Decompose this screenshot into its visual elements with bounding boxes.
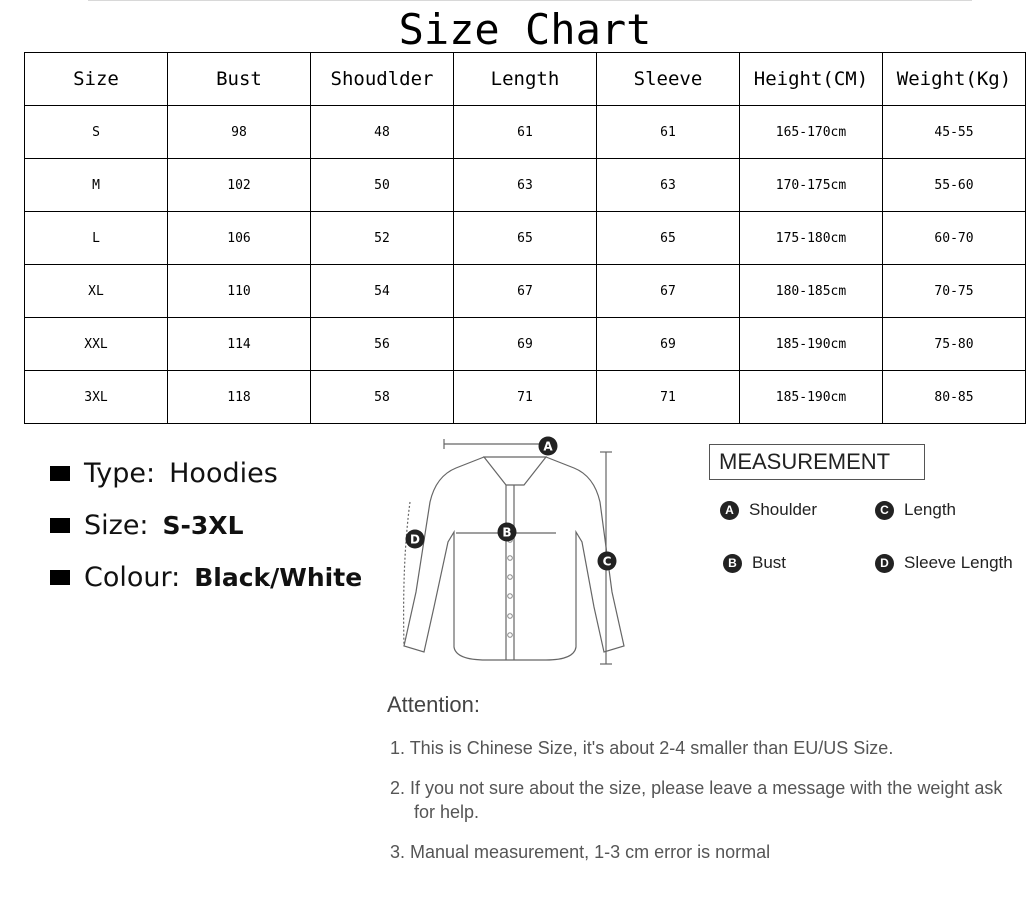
button-icon — [508, 633, 513, 638]
marker-d-label: D — [410, 532, 420, 547]
table-cell: 71 — [597, 371, 740, 424]
table-cell: 185-190cm — [740, 318, 883, 371]
square-bullet-icon — [50, 466, 70, 481]
shirt-outline-icon — [404, 439, 624, 664]
size-table — [24, 52, 1026, 424]
table-cell: 165-170cm — [740, 106, 883, 159]
table-cell: 75-80 — [883, 318, 1026, 371]
button-icon — [508, 614, 513, 619]
square-bullet-icon — [50, 570, 70, 585]
button-icon — [508, 575, 513, 580]
garment-measurement-diagram — [396, 432, 628, 672]
column-header: Height(CM) — [740, 53, 883, 106]
table-cell: 175-180cm — [740, 212, 883, 265]
column-header: Bust — [168, 53, 311, 106]
table-cell: 48 — [311, 106, 454, 159]
table-cell: 170-175cm — [740, 159, 883, 212]
table-cell: 52 — [311, 212, 454, 265]
table-header-row — [25, 53, 1026, 106]
column-header: Size — [25, 53, 168, 106]
legend-length — [875, 500, 956, 520]
list-item: 2. If you not sure about the size, please leave a message with the weight ask for help. — [390, 778, 1003, 822]
top-divider — [88, 0, 972, 1]
table-cell: 3XL — [25, 371, 168, 424]
table-cell: 61 — [597, 106, 740, 159]
legend-label: Length — [904, 500, 956, 519]
spec-colour-value: Black/White — [194, 562, 363, 592]
square-bullet-icon — [50, 518, 70, 533]
table-cell: 60-70 — [883, 212, 1026, 265]
list-item: 1. This is Chinese Size, it's about 2-4 smaller than EU/US Size. — [390, 738, 894, 758]
table-cell: 110 — [168, 265, 311, 318]
marker-a-label: A — [543, 439, 553, 454]
legend-shoulder — [720, 500, 817, 520]
table-cell: 50 — [311, 159, 454, 212]
table-cell: XXL — [25, 318, 168, 371]
table-cell: 63 — [597, 159, 740, 212]
marker-b-label: B — [502, 525, 512, 540]
table-row — [25, 371, 1026, 424]
spec-size-label: Size: — [84, 509, 149, 541]
page-title: Size Chart — [398, 5, 652, 54]
attention-notes — [390, 736, 1020, 880]
table-cell: S — [25, 106, 168, 159]
table-cell: 69 — [454, 318, 597, 371]
spec-colour-label: Colour: — [84, 561, 181, 593]
spec-type — [50, 447, 362, 499]
table-cell: 65 — [454, 212, 597, 265]
table-row — [25, 106, 1026, 159]
table-row — [25, 212, 1026, 265]
table-cell: 71 — [454, 371, 597, 424]
column-header: Weight(Kg) — [883, 53, 1026, 106]
table-cell: 102 — [168, 159, 311, 212]
spec-size-value: S-3XL — [162, 510, 244, 540]
column-header: Sleeve — [597, 53, 740, 106]
table-row — [25, 265, 1026, 318]
button-icon — [508, 556, 513, 561]
list-item: 3. Manual measurement, 1-3 cm error is normal — [390, 842, 771, 862]
measurement-heading: MEASUREMENT — [709, 444, 925, 480]
spec-type-label: Type: — [84, 457, 156, 489]
legend-label: Bust — [752, 553, 787, 572]
table-cell: 106 — [168, 212, 311, 265]
column-header: Length — [454, 53, 597, 106]
spec-type-value: Hoodies — [169, 457, 278, 489]
buttons — [508, 538, 513, 638]
table-cell: 118 — [168, 371, 311, 424]
table-cell: L — [25, 212, 168, 265]
table-row — [25, 318, 1026, 371]
table-cell: 58 — [311, 371, 454, 424]
legend-label: Sleeve Length — [904, 553, 1013, 572]
table-cell: 114 — [168, 318, 311, 371]
legend-label: Shoulder — [749, 500, 818, 519]
marker-a-icon: A — [720, 501, 739, 520]
column-header: Shoudlder — [311, 53, 454, 106]
table-cell: 55-60 — [883, 159, 1026, 212]
marker-c-label: C — [602, 554, 612, 569]
collar-shape — [484, 457, 546, 485]
attention-heading: Attention: — [387, 692, 480, 717]
table-cell: 65 — [597, 212, 740, 265]
table-cell: 98 — [168, 106, 311, 159]
table-cell: 185-190cm — [740, 371, 883, 424]
table-cell: 45-55 — [883, 106, 1026, 159]
table-cell: 80-85 — [883, 371, 1026, 424]
button-icon — [508, 594, 513, 599]
table-cell: 70-75 — [883, 265, 1026, 318]
table-cell: 54 — [311, 265, 454, 318]
table-cell: 69 — [597, 318, 740, 371]
table-cell: 180-185cm — [740, 265, 883, 318]
marker-b-icon: B — [723, 554, 742, 573]
legend-sleeve-length — [875, 553, 1013, 573]
marker-c-icon: C — [875, 501, 894, 520]
table-row — [25, 159, 1026, 212]
spec-size — [50, 499, 362, 551]
table-cell: 67 — [597, 265, 740, 318]
table-cell: 61 — [454, 106, 597, 159]
table-cell: 67 — [454, 265, 597, 318]
table-cell: 56 — [311, 318, 454, 371]
table-cell: XL — [25, 265, 168, 318]
spec-colour — [50, 551, 362, 603]
table-cell: 63 — [454, 159, 597, 212]
table-cell: M — [25, 159, 168, 212]
marker-d-icon: D — [875, 554, 894, 573]
legend-bust — [723, 553, 786, 573]
product-specs — [50, 447, 362, 603]
